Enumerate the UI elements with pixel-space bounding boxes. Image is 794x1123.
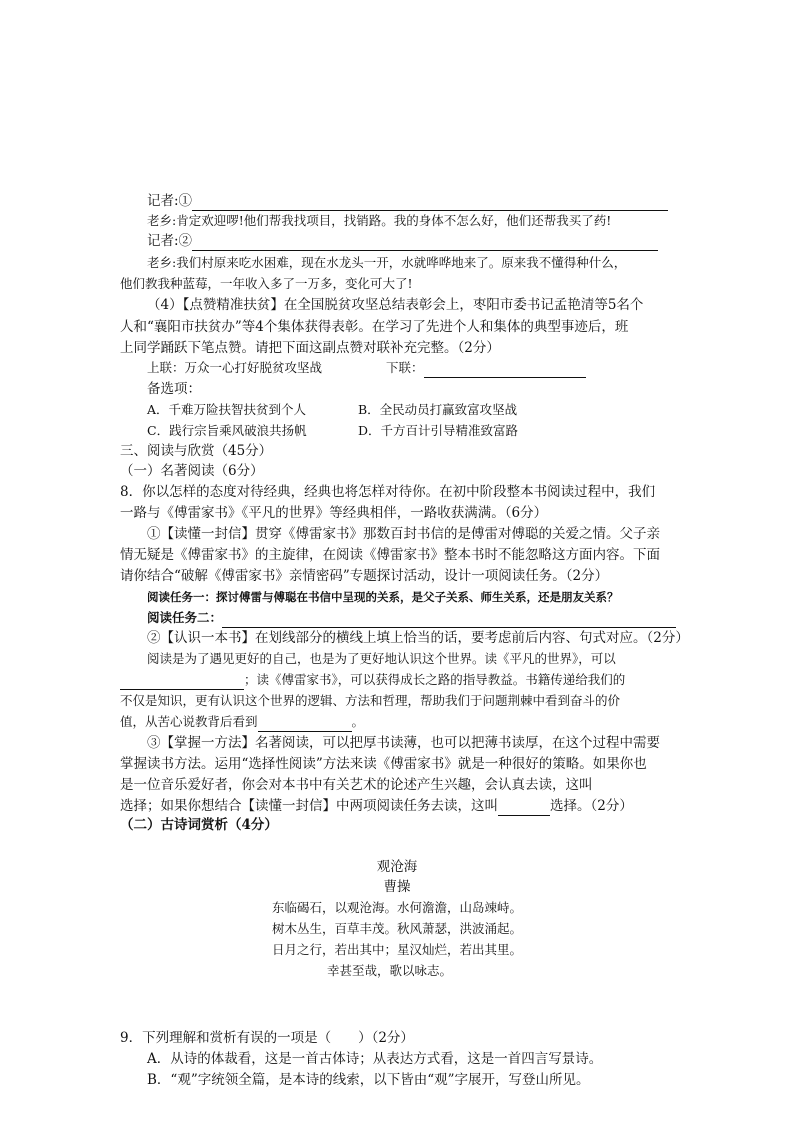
reporter-1-label: 记者:① [147, 193, 193, 209]
reading-task-2 [147, 608, 676, 628]
options-label: 备选项： [147, 381, 201, 397]
reporter-2-label: 记者:② [147, 233, 193, 249]
answer-blank-reporter-2[interactable] [192, 236, 658, 251]
q8-p2-blank-2[interactable] [258, 717, 352, 732]
q9-stem: 9．下列理解和赏析有误的一项是（ ）（2分） [120, 1030, 414, 1046]
option-a[interactable]: A．千难万险扶智扶贫到个人 [147, 402, 307, 417]
reading-task-2-label: 阅读任务二： [147, 610, 223, 625]
reading-task-2-blank[interactable] [222, 613, 676, 628]
q4-line2: 人和“襄阳市扶贫办”等4个集体获得表彰。在学习了先进个人和集体的典型事迹后，班 [120, 319, 629, 335]
q8-p3-line4-end: 选择。（2分） [550, 798, 633, 814]
q4-line1: （4）【点赞精准扶贫】在全国脱贫攻坚总结表彰会上，枣阳市委书记孟艳清等5名个 [147, 297, 644, 313]
q8-line2: 一路与《傅雷家书》《平凡的世界》等经典相伴，一路收获满满。（6分） [120, 505, 548, 521]
q8-p3-blank[interactable] [498, 801, 550, 816]
q8-p2-line4: 不仅是知识，更有认识这个世界的逻辑、方法和哲理，帮助我们于问题荆棘中看到奋斗的价 [120, 693, 621, 708]
section-3-title: 三、阅读与欣赏（45分） [120, 443, 273, 459]
option-d[interactable]: D．千方百计引导精准致富路 [358, 423, 519, 438]
villager-reply-2-line1: 老乡:我们村原来吃水困难，现在水龙头一开，水就哗哗地来了。原来我不懂得种什么， [147, 255, 627, 270]
q8-p1-line3: 请你结合“破解《傅雷家书》亲情密码”专题探讨活动，设计一项阅读任务。（2分） [120, 568, 609, 584]
poem-title: 观沧海 [376, 859, 418, 875]
couplet-lower-label: 下联： [386, 360, 424, 375]
poem-line-3: 日月之行，若出其中；星汉灿烂，若出其里。 [271, 942, 522, 957]
answer-blank-reporter-1[interactable] [192, 196, 668, 211]
option-c[interactable]: C．践行宗旨乘风破浪共扬帆 [147, 423, 307, 438]
q8-line1: 8．你以怎样的态度对待经典，经典也将怎样对待你。在初中阶段整本书阅读过程中，我们 [120, 484, 656, 500]
q8-p3-line4 [120, 796, 633, 816]
q8-p2-line3-text: ；读《傅雷家书》，可以获得成长之路的指导教益。书籍传递给我们的 [244, 672, 626, 687]
poem-line-4: 幸甚至哉，歌以咏志。 [327, 963, 453, 978]
q8-p2-line5-end: 。 [351, 714, 365, 729]
q8-p1-line1: ①【读懂一封信】贯穿《傅雷家书》那数百封书信的是傅雷对傅聪的关爱之情。父子亲 [147, 526, 660, 542]
poem-line-1: 东临碣石，以观沧海。水何澹澹，山岛竦峙。 [271, 900, 522, 915]
q8-p3-line3: 是一位音乐爱好者，你会对本书中有关艺术的论述产生兴趣，会认真去读，这叫 [120, 777, 593, 793]
q8-p2-line5-text: 值，从苦心说教背后看到 [120, 714, 258, 729]
couplet-lower-blank[interactable] [424, 363, 586, 378]
option-b[interactable]: B．全民动员打赢致富攻坚战 [358, 402, 518, 417]
poem-author: 曹操 [383, 879, 411, 895]
reporter-2-line [147, 231, 658, 251]
q8-p1-line2: 情无疑是《傅雷家书》的主旋律，在阅读《傅雷家书》整本书时不能忽略这方面内容。下面 [120, 547, 660, 563]
q4-line3: 上同学踊跃下笔点赞。请把下面这副点赞对联补充完整。（2分） [120, 340, 500, 356]
q8-p2-line1: ②【认识一本书】在划线部分的横线上填上恰当的话，要考虑前后内容、句式对应。（2分） [147, 630, 689, 646]
q8-p2-blank-1[interactable] [120, 675, 244, 690]
q9-option-b[interactable]: B．“观”字统领全篇，是本诗的线索，以下皆由“观”字展开，写登山所见。 [147, 1072, 590, 1088]
q9-option-a[interactable]: A．从诗的体裁看，这是一首古体诗；从表达方式看，这是一首四言写景诗。 [147, 1051, 603, 1067]
villager-reply-1: 老乡:肯定欢迎啰!他们帮我找项目，找销路。我的身体不怎么好，他们还帮我买了药! [147, 213, 612, 228]
q8-p3-line4-text: 选择；如果你想结合【读懂一封信】中两项阅读任务去读，这叫 [120, 798, 498, 814]
section-3-sub1: （一）名著阅读（6分） [120, 463, 264, 479]
q8-p3-line1: ③【掌握一方法】名著阅读，可以把厚书读薄，也可以把薄书读厚，在这个过程中需要 [147, 735, 660, 751]
couplet-upper: 上联：万众一心打好脱贫攻坚战 [147, 360, 323, 375]
reading-task-1: 阅读任务一：探讨傅雷与傅聪在书信中呈现的关系，是父子关系、师生关系，还是朋友关系？ [147, 590, 619, 604]
q8-p3-line2: 掌握读书方法。运用“选择性阅读”方法来读《傅雷家书》就是一种很好的策略。如果你也 [120, 756, 647, 772]
villager-reply-2-line2: 他们教我种蓝莓，一年收入多了一万多，变化可大了! [120, 276, 413, 291]
reporter-1-line [147, 191, 668, 211]
q8-p2-line2: 阅读是为了遇见更好的自己，也是为了更好地认识这个世界。读《平凡的世界》，可以 [147, 651, 616, 666]
section-3-sub2: （二）古诗词赏析（4分） [120, 817, 278, 833]
q8-p2-line5 [120, 712, 364, 732]
q8-p2-line3 [120, 670, 625, 690]
couplet-lower [386, 358, 586, 378]
poem-line-2: 树木丛生，百草丰茂。秋风萧瑟，洪波涌起。 [271, 921, 522, 936]
